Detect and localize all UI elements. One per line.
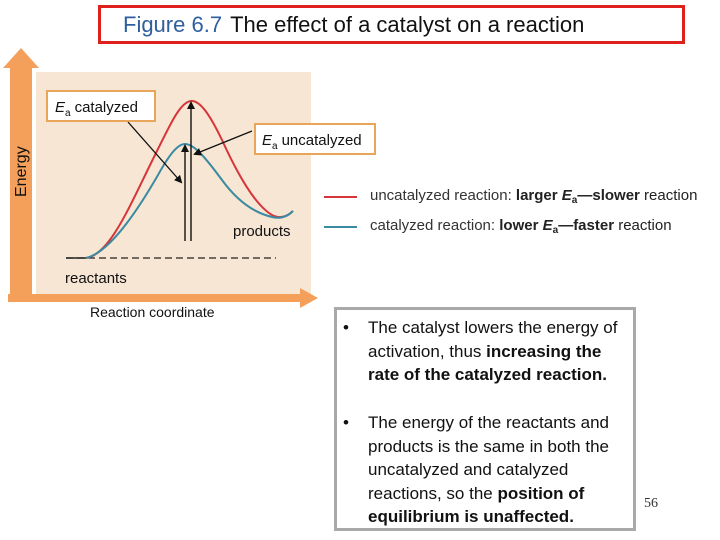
- figure-label: Figure 6.7: [123, 12, 223, 37]
- slide-title: [98, 5, 685, 44]
- products-label: products: [233, 223, 291, 240]
- bullet-item-2: [337, 411, 633, 529]
- y-axis-label: Energy: [13, 146, 30, 197]
- legend-uncatalyzed-text: uncatalyzed reaction: larger $E_a—slower$ reaction: [370, 187, 698, 206]
- bullet-text-1: The catalyst lowers the energy of activation, thus increasing the rate of the catalyzed reaction.: [368, 318, 618, 384]
- bullet-item-1: [337, 316, 633, 387]
- legend-uncatalyzed-swatch: [324, 196, 357, 198]
- ea-uncatalyzed-label: $E_a$ uncatalyzed: [262, 132, 362, 152]
- title-text: The effect of a catalyst on a reaction: [230, 12, 585, 37]
- energy-diagram: [0, 45, 362, 330]
- reactants-label: reactants: [65, 270, 127, 287]
- x-axis-label: Reaction coordinate: [90, 304, 215, 320]
- bullet-text-2: The energy of the reactants and products is the same in both the uncatalyzed and catalyzed reactions, so the position of equilibrium is unaffected.: [368, 413, 609, 526]
- page-number: 56: [644, 496, 658, 511]
- bullet-dot: •: [343, 413, 349, 432]
- legend-catalyzed-swatch: [324, 226, 357, 228]
- bullet-dot: •: [343, 318, 349, 337]
- ea-catalyzed-label: $E_a$ catalyzed: [55, 99, 138, 119]
- legend-catalyzed-text: catalyzed reaction: lower $E_a—faster$ reaction: [370, 217, 672, 236]
- explanation-box: [334, 307, 636, 531]
